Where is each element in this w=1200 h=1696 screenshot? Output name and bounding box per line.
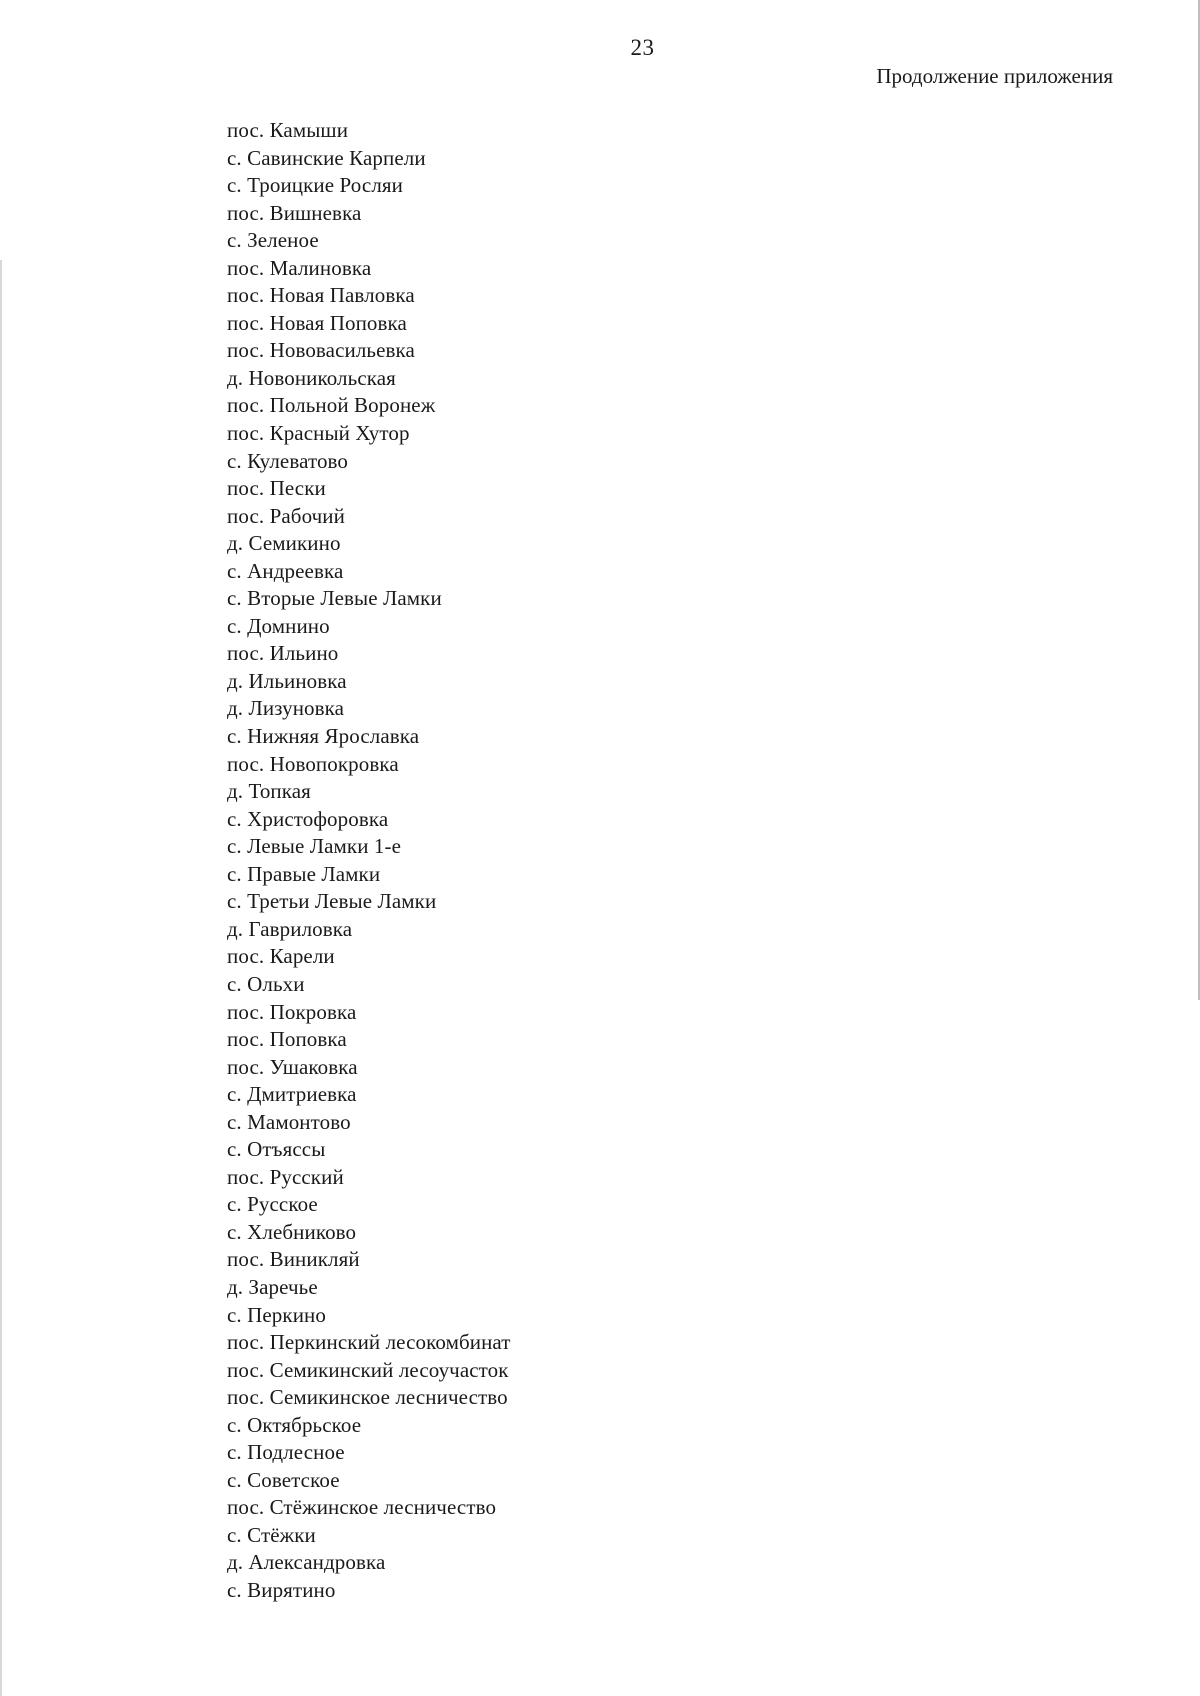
list-item: д. Гавриловка: [227, 916, 353, 941]
list-item: д. Семикино: [227, 531, 341, 556]
list-item: с. Третьи Левые Ламки: [227, 889, 437, 914]
scan-edge-left: [0, 260, 2, 1696]
list-item: с. Троицкие Росляи: [227, 173, 404, 198]
list-item: пос. Красный Хутор: [227, 421, 410, 446]
list-item: с. Нижняя Ярославка: [227, 724, 420, 749]
list-item: пос. Перкинский лесокомбинат: [227, 1330, 511, 1355]
list-item: пос. Нововасильевка: [227, 338, 415, 363]
list-item: пос. Ильино: [227, 641, 339, 666]
list-item: пос. Камыши: [227, 118, 349, 142]
settlement-list: [227, 117, 511, 1605]
list-item: с. Ольхи: [227, 971, 305, 996]
list-item: с. Домнино: [227, 613, 330, 638]
list-item: с. Вторые Левые Ламки: [227, 586, 442, 611]
list-item: с. Хлебниково: [227, 1219, 357, 1244]
list-item: пос. Ушаковка: [227, 1054, 358, 1079]
list-item: пос. Семикинское лесничество: [227, 1385, 508, 1410]
list-item: пос. Малиновка: [227, 255, 372, 280]
list-item: пос. Виникляй: [227, 1247, 360, 1272]
list-item: пос. Новая Павловка: [227, 283, 415, 308]
list-item: пос. Покровка: [227, 999, 357, 1024]
list-item: с. Отъяссы: [227, 1137, 326, 1162]
list-item: с. Христофоровка: [227, 806, 389, 831]
list-item: пос. Пески: [227, 476, 326, 501]
list-item: д. Новоникольская: [227, 365, 396, 390]
list-item: с. Стёжки: [227, 1522, 316, 1547]
list-item: с. Вирятино: [227, 1577, 336, 1602]
list-item: с. Зеленое: [227, 228, 319, 253]
continuation-heading: Продолжение приложения: [876, 64, 1113, 88]
list-item: д. Топкая: [227, 779, 311, 804]
list-item: д. Ильиновка: [227, 668, 347, 693]
list-item: с. Савинские Карпели: [227, 145, 426, 170]
list-item: пос. Поповка: [227, 1027, 347, 1052]
list-item: пос. Вишневка: [227, 200, 362, 225]
list-item: с. Подлесное: [227, 1440, 345, 1465]
list-item: д. Заречье: [227, 1274, 318, 1299]
list-item: д. Лизуновка: [227, 696, 345, 721]
list-item: пос. Новая Поповка: [227, 310, 407, 335]
list-item: с. Советское: [227, 1467, 340, 1492]
list-item: с. Перкино: [227, 1302, 326, 1327]
list-item: пос. Стёжинское лесничество: [227, 1495, 497, 1520]
list-item: д. Александровка: [227, 1550, 386, 1575]
page-number: 23: [630, 35, 655, 60]
list-item: пос. Карели: [227, 944, 335, 969]
list-item: с. Русское: [227, 1192, 318, 1217]
list-item: с. Мамонтово: [227, 1109, 351, 1134]
list-item: пос. Русский: [227, 1164, 344, 1189]
list-item: с. Октябрьское: [227, 1412, 362, 1437]
list-item: пос. Новопокровка: [227, 751, 399, 776]
list-item: с. Кулеватово: [227, 448, 349, 473]
list-item: с. Дмитриевка: [227, 1082, 357, 1107]
list-item: с. Левые Ламки 1-е: [227, 834, 401, 859]
list-item: с. Андреевка: [227, 558, 344, 583]
list-item: с. Правые Ламки: [227, 861, 381, 886]
list-item: пос. Семикинский лесоучасток: [227, 1357, 509, 1382]
list-item: пос. Польной Воронеж: [227, 393, 436, 418]
list-item: пос. Рабочий: [227, 503, 345, 528]
